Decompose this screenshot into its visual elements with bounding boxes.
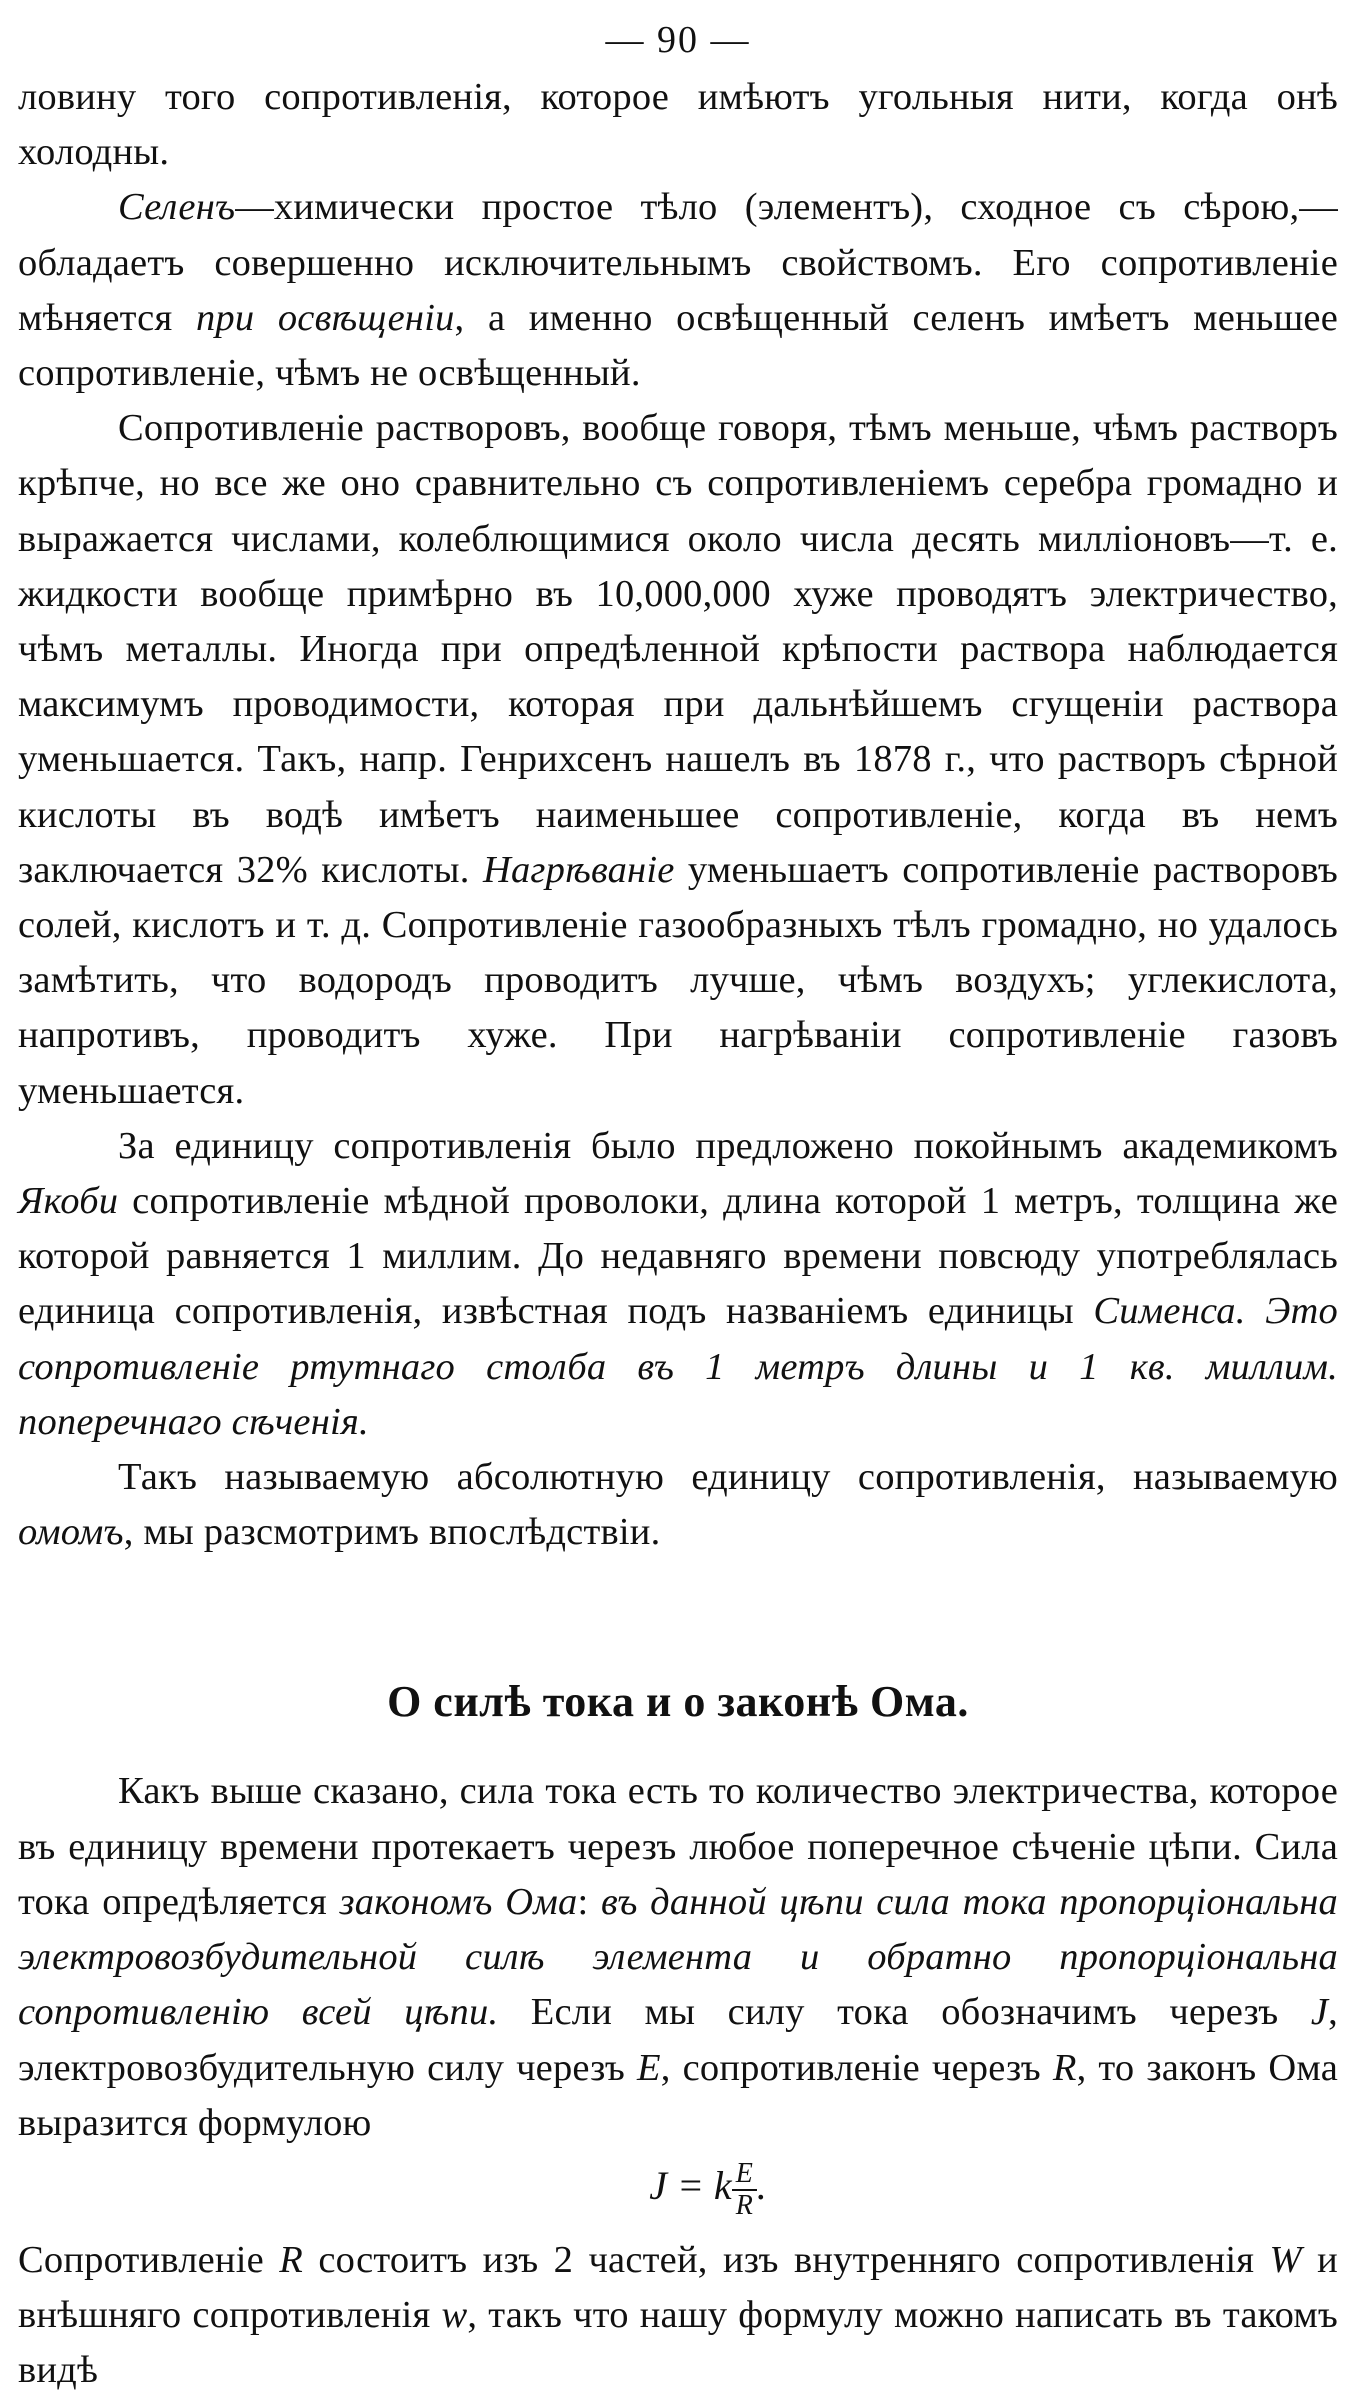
ohm-law-statement: въ данной цѣпи сила тока пропорціональна электровозбудительной силѣ элемента и обратно пропорціональна сопротивленію всей цѣпи. <box>18 1880 1338 2034</box>
selenium-term: Селенъ <box>118 186 236 229</box>
heating-term: Нагрѣваніе <box>482 848 675 891</box>
p7-text-a: Сопротивленіе <box>18 2238 280 2281</box>
paragraph-current-strength <box>18 1764 1338 2150</box>
p7-text-d: , такъ что нашу формулу можно написать въ такомъ видѣ <box>18 2294 1338 2392</box>
paragraph-continuation <box>18 70 1338 180</box>
p3-text-b: уменьшаетъ сопротивленіе растворовъ солей, кислотъ и т. д. Сопротивленіе газообразныхъ тѣлъ громадно, но удалось замѣтить, что водородъ проводитъ лучше, чѣмъ воздухъ; углекислота, напротивъ, проводитъ хуже. При нагрѣваніи сопротивленіе газовъ уменьшается. <box>18 848 1338 1112</box>
p1-text: ловину того сопротивленія, которое имѣютъ угольныя нити, когда онѣ холодны. <box>18 76 1338 174</box>
p7-text-b: состоитъ изъ 2 частей, изъ внутренняго сопротивленія <box>303 2238 1270 2281</box>
formula-fraction <box>732 2159 757 2221</box>
p4-text-a: За единицу сопротивленія было предложено покойнымъ академикомъ <box>118 1124 1338 1167</box>
p6-text-d: , сопротивленіе черезъ <box>660 2046 1053 2089</box>
paragraph-selenium <box>18 180 1338 401</box>
section-heading: О силѣ тока и о законѣ Ома. <box>387 1677 969 1727</box>
p2-text-a: —химически простое тѣло (элементъ), сходное съ сѣрою,— обладаетъ совершенно исключительнымъ свойствомъ. Его сопротивленіе мѣняется <box>18 186 1338 339</box>
paragraph-solutions <box>18 401 1338 1119</box>
formula-end: . <box>756 2162 767 2208</box>
page-number: — 90 — <box>605 19 751 61</box>
p6-text-a: Какъ выше сказано, сила тока есть то количество электричества, которое въ единицу времени протекаетъ черезъ любое поперечное сѣченіе цѣпи. Сила тока опредѣляется <box>18 1770 1338 1923</box>
p6-text-e: , то законъ Ома выразится формулою <box>18 2046 1338 2144</box>
p2-text-b: , а именно освѣщенный селенъ имѣетъ меньшее сопротивленіе, чѣмъ не освѣщенный. <box>18 296 1338 395</box>
illumination-term: при освѣщеніи <box>195 296 455 339</box>
p7-symbol-w-lower: w <box>441 2294 468 2337</box>
p7-text-c: и внѣшняго сопротивленія <box>18 2238 1338 2337</box>
p6-text-b: Если мы силу тока обозначимъ черезъ <box>498 1991 1311 2034</box>
page <box>18 14 1338 2399</box>
ohm-term: омомъ <box>18 1511 124 1554</box>
paragraph-ohm <box>18 1450 1338 1560</box>
p5-text-a: Такъ называемую абсолютную единицу сопротивленія, называемую <box>118 1456 1338 1499</box>
paragraph-resistance-parts <box>18 2233 1338 2399</box>
siemens-definition: Сименса. Это сопротивленіе ртутнаго столба въ 1 метръ длины и 1 кв. миллим. поперечнаго сѣченія. <box>18 1290 1338 1443</box>
p5-text-b: , мы разсмотримъ впослѣдствіи. <box>123 1511 661 1554</box>
p7-symbol-w-upper: W <box>1269 2238 1302 2281</box>
symbol-j: J <box>1310 1991 1329 2034</box>
formula-numerator: E <box>732 2159 757 2191</box>
ohm-law-term: закономъ Ома <box>339 1880 578 1923</box>
ohm-law-formula <box>18 2151 1338 2233</box>
jacobi-name: Якоби <box>18 1180 119 1223</box>
p6-text-c: , электровозбудительную силу черезъ <box>18 1991 1338 2089</box>
p7-symbol-r: R <box>279 2238 304 2281</box>
symbol-e: E <box>637 2046 661 2089</box>
symbol-r: R <box>1052 2046 1077 2089</box>
paragraph-resistance-unit <box>18 1119 1338 1450</box>
formula-denominator: R <box>735 2189 753 2221</box>
p6-colon: : <box>577 1880 601 1923</box>
formula-lhs: J = k <box>649 2162 732 2208</box>
p3-text-a: Сопротивленіе растворовъ, вообще говоря, тѣмъ меньше, чѣмъ растворъ крѣпче, но все же оно сравнительно съ сопротивленіемъ серебра громадно и выражается числами, колеблющимися около числа десять милліоновъ—т. е. жидкости вообще примѣрно въ 10,000,000 хуже проводятъ электричество, чѣмъ металлы. Иногда при опредѣленной крѣпости раствора наблюдается максимумъ проводимости, которая при дальнѣйшемъ сгущеніи раствора уменьшается. Такъ, напр. Генрихсенъ нашелъ въ 1878 г., что растворъ сѣрной кислоты въ водѣ имѣетъ наименьшее сопротивленіе, когда въ немъ заключается 32% кислоты. <box>18 407 1338 891</box>
p4-text-b: сопротивленіе мѣдной проволоки, длина которой 1 метръ, толщина же которой равняется 1 миллим. До недавняго времени повсюду употреблялась единица сопротивленія, извѣстная подъ названіемъ единицы <box>18 1180 1338 1333</box>
